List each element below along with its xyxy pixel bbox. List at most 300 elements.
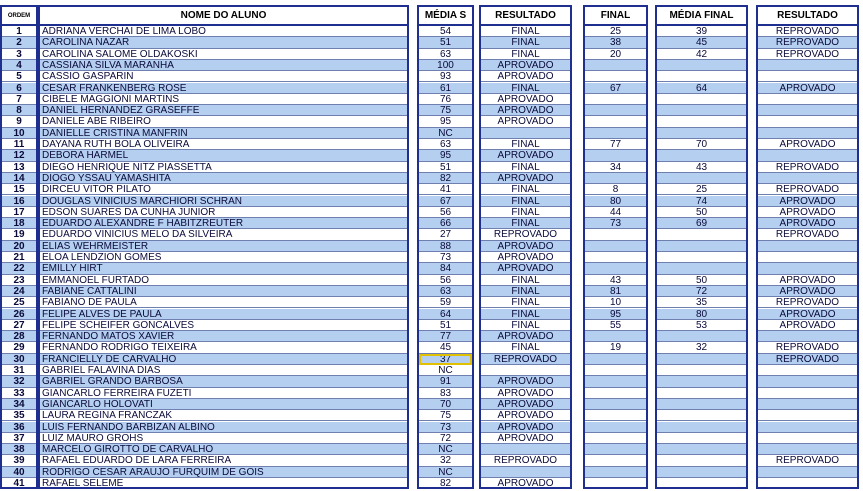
resultado-header[interactable]: RESULTADO [481, 7, 570, 26]
media-final-cell[interactable] [657, 263, 746, 274]
ordem-cell[interactable]: 38 [2, 444, 36, 455]
resultado-cell[interactable]: FINAL [481, 49, 570, 60]
final-cell[interactable]: 73 [585, 218, 646, 229]
media-s-cell[interactable]: 32 [419, 455, 472, 466]
resultado-cell[interactable]: FINAL [481, 196, 570, 207]
nome-cell[interactable]: CASSIO GASPARIN [40, 71, 407, 82]
final-cell[interactable] [585, 478, 646, 489]
resultado-cell[interactable]: APROVADO [481, 388, 570, 399]
resultado-cell[interactable] [481, 467, 570, 478]
media-final-cell[interactable]: 35 [657, 297, 746, 308]
resultado-final-cell[interactable] [758, 376, 857, 387]
nome-cell[interactable]: FABIANO DE PAULA [40, 297, 407, 308]
resultado-cell[interactable] [481, 444, 570, 455]
nome-cell[interactable]: DIEGO HENRIQUE NITZ PIASSETTA [40, 162, 407, 173]
resultado-cell[interactable]: APROVADO [481, 60, 570, 71]
media-s-cell[interactable]: NC [419, 128, 472, 139]
media-s-cell[interactable]: 56 [419, 275, 472, 286]
ordem-cell[interactable]: 16 [2, 196, 36, 207]
resultado-cell[interactable]: FINAL [481, 342, 570, 353]
media-final-column [655, 5, 748, 489]
nome-cell[interactable]: GABRIEL FALAVINA DIAS [40, 365, 407, 376]
resultado-final-cell[interactable] [758, 241, 857, 252]
ordem-cell[interactable]: 17 [2, 207, 36, 218]
resultado-final-cell[interactable] [758, 433, 857, 444]
final-cell[interactable] [585, 388, 646, 399]
final-cell[interactable]: 80 [585, 196, 646, 207]
nome-cell[interactable]: GIANCARLO HOLOVATI [40, 399, 407, 410]
media-final-header[interactable]: MÉDIA FINAL [657, 7, 746, 26]
resultado-final-cell[interactable]: REPROVADO [758, 184, 857, 195]
media-s-cell[interactable]: 73 [419, 422, 472, 433]
resultado-final-cell[interactable]: REPROVADO [758, 37, 857, 48]
final-cell[interactable] [585, 376, 646, 387]
resultado-cell[interactable]: FINAL [481, 297, 570, 308]
ordem-cell[interactable]: 40 [2, 467, 36, 478]
nome-cell[interactable]: LUIS FERNANDO BARBIZAN ALBINO [40, 422, 407, 433]
nome-header[interactable]: NOME DO ALUNO [40, 7, 407, 26]
media-final-cell[interactable] [657, 71, 746, 82]
media-s-column [417, 5, 474, 489]
media-s-cell[interactable]: 64 [419, 309, 472, 320]
nome-cell[interactable]: DIRCEU VITOR PILATO [40, 184, 407, 195]
ordem-cell[interactable]: 35 [2, 410, 36, 421]
resultado-final-cell[interactable] [758, 150, 857, 161]
final-cell[interactable] [585, 331, 646, 342]
resultado-final-cell[interactable]: APROVADO [758, 139, 857, 150]
nome-cell[interactable]: DIOGO YSSAU YAMASHITA [40, 173, 407, 184]
media-final-cell[interactable] [657, 365, 746, 376]
media-final-cell[interactable]: 32 [657, 342, 746, 353]
nome-cell[interactable]: DANIELE ABE RIBEIRO [40, 116, 407, 127]
resultado-final-cell[interactable]: APROVADO [758, 309, 857, 320]
final-cell[interactable] [585, 252, 646, 263]
media-s-cell[interactable]: 83 [419, 388, 472, 399]
final-column [583, 5, 648, 489]
ordem-cell[interactable]: 15 [2, 184, 36, 195]
media-final-cell[interactable]: 70 [657, 139, 746, 150]
ordem-cell[interactable]: 8 [2, 105, 36, 116]
final-cell[interactable] [585, 467, 646, 478]
nome-cell[interactable]: MARCELO GIROTTO DE CARVALHO [40, 444, 407, 455]
ordem-cell[interactable]: 27 [2, 320, 36, 331]
media-final-cell[interactable]: 50 [657, 275, 746, 286]
media-final-cell[interactable]: 53 [657, 320, 746, 331]
resultado-cell[interactable]: FINAL [481, 286, 570, 297]
media-s-cell[interactable]: NC [419, 444, 472, 455]
media-s-cell[interactable]: 84 [419, 263, 472, 274]
nome-cell[interactable]: RAFAEL SELEME [40, 478, 407, 489]
resultado-cell[interactable] [481, 128, 570, 139]
nome-cell[interactable]: FRANCIELLY DE CARVALHO [40, 354, 407, 365]
media-s-cell[interactable]: NC [419, 365, 472, 376]
ordem-cell[interactable]: 1 [2, 26, 36, 37]
media-final-cell[interactable] [657, 388, 746, 399]
final-cell[interactable]: 25 [585, 26, 646, 37]
final-cell[interactable] [585, 399, 646, 410]
media-final-cell[interactable]: 39 [657, 26, 746, 37]
resultado-final-cell[interactable] [758, 263, 857, 274]
final-cell[interactable]: 20 [585, 49, 646, 60]
nome-cell[interactable]: DANIEL HERNANDEZ GRASEFFE [40, 105, 407, 116]
media-final-cell[interactable] [657, 331, 746, 342]
media-s-cell[interactable]: 63 [419, 49, 472, 60]
media-s-header[interactable]: MÉDIA S [419, 7, 472, 26]
ordem-cell[interactable]: 12 [2, 150, 36, 161]
media-s-cell[interactable]: NC [419, 467, 472, 478]
nome-cell[interactable]: EDUARDO VINICIUS MELO DA SILVEIRA [40, 229, 407, 240]
ordem-cell[interactable]: 7 [2, 94, 36, 105]
resultado-final-cell[interactable] [758, 422, 857, 433]
nome-cell[interactable]: EDUARDO ALEXANDRE F HABITZREUTER [40, 218, 407, 229]
media-final-cell[interactable] [657, 467, 746, 478]
resultado-final-cell[interactable] [758, 60, 857, 71]
media-final-cell[interactable] [657, 252, 746, 263]
media-s-cell[interactable]: 72 [419, 433, 472, 444]
media-s-cell[interactable]: 100 [419, 60, 472, 71]
resultado-cell[interactable]: FINAL [481, 184, 570, 195]
nome-cell[interactable]: GIANCARLO FERREIRA FUZETI [40, 388, 407, 399]
final-cell[interactable]: 77 [585, 139, 646, 150]
media-s-cell[interactable]: 93 [419, 71, 472, 82]
resultado-final-cell[interactable] [758, 410, 857, 421]
media-s-cell[interactable]: 73 [419, 252, 472, 263]
nome-cell[interactable]: ELIAS WEHRMEISTER [40, 241, 407, 252]
ordem-cell[interactable]: 29 [2, 342, 36, 353]
resultado-final-cell[interactable] [758, 399, 857, 410]
media-final-cell[interactable] [657, 455, 746, 466]
resultado-cell[interactable]: FINAL [481, 309, 570, 320]
resultado-cell[interactable]: APROVADO [481, 376, 570, 387]
final-cell[interactable] [585, 105, 646, 116]
ordem-cell[interactable]: 23 [2, 275, 36, 286]
final-cell[interactable] [585, 128, 646, 139]
resultado-cell[interactable]: APROVADO [481, 399, 570, 410]
ordem-cell[interactable]: 37 [2, 433, 36, 444]
media-final-cell[interactable] [657, 94, 746, 105]
media-final-cell[interactable]: 43 [657, 162, 746, 173]
media-s-cell[interactable]: 75 [419, 410, 472, 421]
media-final-cell[interactable] [657, 354, 746, 365]
ordem-cell[interactable]: 30 [2, 354, 36, 365]
final-cell[interactable]: 44 [585, 207, 646, 218]
final-cell[interactable] [585, 71, 646, 82]
ordem-cell[interactable]: 36 [2, 422, 36, 433]
nome-cell[interactable]: LAURA REGINA FRANCZAK [40, 410, 407, 421]
resultado-final-cell[interactable] [758, 105, 857, 116]
media-final-cell[interactable] [657, 241, 746, 252]
ordem-cell[interactable]: 20 [2, 241, 36, 252]
nome-cell[interactable]: DANIELLE CRISTINA MANFRIN [40, 128, 407, 139]
nome-cell[interactable]: RODRIGO CESAR ARAUJO FURQUIM DE GOIS [40, 467, 407, 478]
final-cell[interactable]: 43 [585, 275, 646, 286]
ordem-cell[interactable]: 5 [2, 71, 36, 82]
media-final-cell[interactable] [657, 128, 746, 139]
resultado-final-cell[interactable]: REPROVADO [758, 297, 857, 308]
resultado-cell[interactable]: APROVADO [481, 94, 570, 105]
media-s-cell[interactable]: 59 [419, 297, 472, 308]
media-final-cell[interactable]: 42 [657, 49, 746, 60]
media-s-cell[interactable]: 95 [419, 116, 472, 127]
media-final-cell[interactable]: 50 [657, 207, 746, 218]
final-cell[interactable]: 55 [585, 320, 646, 331]
resultado-cell[interactable]: FINAL [481, 218, 570, 229]
nome-cell[interactable]: DOUGLAS VINICIUS MARCHIORI SCHRAN [40, 196, 407, 207]
resultado-final-cell[interactable]: REPROVADO [758, 26, 857, 37]
resultado-final-cell[interactable] [758, 173, 857, 184]
resultado-final-cell[interactable] [758, 365, 857, 376]
resultado-cell[interactable]: FINAL [481, 162, 570, 173]
media-final-cell[interactable]: 80 [657, 309, 746, 320]
nome-cell[interactable]: LUIZ MAURO GROHS [40, 433, 407, 444]
resultado-final-cell[interactable]: APROVADO [758, 320, 857, 331]
final-cell[interactable]: 8 [585, 184, 646, 195]
final-cell[interactable] [585, 94, 646, 105]
resultado-cell[interactable]: APROVADO [481, 331, 570, 342]
media-s-cell[interactable]: 37 [419, 354, 472, 365]
resultado-final-cell[interactable]: REPROVADO [758, 229, 857, 240]
media-final-cell[interactable] [657, 173, 746, 184]
nome-cell[interactable]: EMMANOEL FURTADO [40, 275, 407, 286]
media-s-cell[interactable]: 66 [419, 218, 472, 229]
ordem-cell[interactable]: 31 [2, 365, 36, 376]
resultado-cell[interactable]: REPROVADO [481, 229, 570, 240]
resultado-cell[interactable]: REPROVADO [481, 455, 570, 466]
resultado-final-cell[interactable] [758, 331, 857, 342]
final-cell[interactable]: 67 [585, 83, 646, 94]
media-s-cell[interactable]: 82 [419, 173, 472, 184]
final-cell[interactable] [585, 116, 646, 127]
nome-cell[interactable]: FERNANDO RODRIGO TEIXEIRA [40, 342, 407, 353]
resultado-cell[interactable]: APROVADO [481, 150, 570, 161]
resultado-final-cell[interactable]: REPROVADO [758, 342, 857, 353]
ordem-cell[interactable]: 4 [2, 60, 36, 71]
final-cell[interactable]: 95 [585, 309, 646, 320]
nome-cell[interactable]: FELIPE ALVES DE PAULA [40, 309, 407, 320]
resultado-cell[interactable]: FINAL [481, 26, 570, 37]
final-cell[interactable] [585, 241, 646, 252]
ordem-cell[interactable]: 32 [2, 376, 36, 387]
resultado-final-cell[interactable]: APROVADO [758, 83, 857, 94]
resultado-cell[interactable]: APROVADO [481, 422, 570, 433]
final-cell[interactable]: 19 [585, 342, 646, 353]
ordem-cell[interactable]: 14 [2, 173, 36, 184]
ordem-cell[interactable]: 34 [2, 399, 36, 410]
media-s-cell[interactable]: 27 [419, 229, 472, 240]
final-cell[interactable] [585, 229, 646, 240]
nome-cell[interactable]: ELOA LENDZION GOMES [40, 252, 407, 263]
media-final-cell[interactable]: 74 [657, 196, 746, 207]
nome-cell[interactable]: DAYANA RUTH BOLA OLIVEIRA [40, 139, 407, 150]
resultado-cell[interactable]: APROVADO [481, 410, 570, 421]
ordem-cell[interactable]: 21 [2, 252, 36, 263]
nome-cell[interactable]: GABRIEL GRANDO BARBOSA [40, 376, 407, 387]
media-s-cell[interactable]: 63 [419, 286, 472, 297]
nome-cell[interactable]: CAROLINA SALOME OLDAKOSKI [40, 49, 407, 60]
resultado-final-cell[interactable] [758, 444, 857, 455]
resultado-final-cell[interactable] [758, 116, 857, 127]
final-cell[interactable] [585, 150, 646, 161]
nome-cell[interactable]: FERNANDO MATOS XAVIER [40, 331, 407, 342]
final-cell[interactable] [585, 60, 646, 71]
ordem-cell[interactable]: 41 [2, 478, 36, 489]
media-s-cell[interactable]: 95 [419, 150, 472, 161]
resultado-cell[interactable]: REPROVADO [481, 354, 570, 365]
media-s-cell[interactable]: 45 [419, 342, 472, 353]
final-cell[interactable] [585, 444, 646, 455]
media-final-cell[interactable]: 72 [657, 286, 746, 297]
nome-cell[interactable]: CASSIANA SILVA MARANHA [40, 60, 407, 71]
ordem-cell[interactable]: 28 [2, 331, 36, 342]
media-s-cell[interactable]: 76 [419, 94, 472, 105]
media-s-cell[interactable]: 51 [419, 37, 472, 48]
resultado-final-cell[interactable] [758, 71, 857, 82]
final-cell[interactable] [585, 263, 646, 274]
resultado-final-cell[interactable] [758, 252, 857, 263]
media-final-cell[interactable] [657, 105, 746, 116]
media-s-cell[interactable]: 91 [419, 376, 472, 387]
ordem-cell[interactable]: 18 [2, 218, 36, 229]
resultado-final-cell[interactable]: REPROVADO [758, 162, 857, 173]
resultado-final-cell[interactable]: REPROVADO [758, 455, 857, 466]
resultado-final-cell[interactable] [758, 128, 857, 139]
nome-cell[interactable]: CIBELE MAGGIONI MARTINS [40, 94, 407, 105]
media-s-cell[interactable]: 88 [419, 241, 472, 252]
final-cell[interactable]: 38 [585, 37, 646, 48]
resultado-cell[interactable]: APROVADO [481, 478, 570, 489]
nome-cell[interactable]: CESAR FRANKENBERG ROSE [40, 83, 407, 94]
resultado-cell[interactable]: FINAL [481, 275, 570, 286]
resultado-cell[interactable]: FINAL [481, 37, 570, 48]
media-s-cell[interactable]: 77 [419, 331, 472, 342]
resultado-cell[interactable]: FINAL [481, 139, 570, 150]
ordem-cell[interactable]: 25 [2, 297, 36, 308]
ordem-cell[interactable]: 24 [2, 286, 36, 297]
resultado-final-cell[interactable]: APROVADO [758, 196, 857, 207]
ordem-cell[interactable]: 22 [2, 263, 36, 274]
nome-cell[interactable]: EMILLY HIRT [40, 263, 407, 274]
final-header[interactable]: FINAL [585, 7, 646, 26]
ordem-cell[interactable]: 39 [2, 455, 36, 466]
nome-cell[interactable]: ADRIANA VERCHAI DE LIMA LOBO [40, 26, 407, 37]
resultado-cell[interactable]: APROVADO [481, 241, 570, 252]
resultado-final-cell[interactable]: REPROVADO [758, 354, 857, 365]
resultado-cell[interactable]: APROVADO [481, 252, 570, 263]
resultado-cell[interactable]: FINAL [481, 83, 570, 94]
resultado-cell[interactable]: FINAL [481, 320, 570, 331]
nome-cell[interactable]: FABIANE CATTALINI [40, 286, 407, 297]
final-cell[interactable] [585, 410, 646, 421]
ordem-cell[interactable]: 9 [2, 116, 36, 127]
resultado-cell[interactable]: FINAL [481, 207, 570, 218]
ordem-cell[interactable]: 11 [2, 139, 36, 150]
resultado-final-cell[interactable]: APROVADO [758, 275, 857, 286]
media-final-cell[interactable]: 69 [657, 218, 746, 229]
media-s-cell[interactable]: 67 [419, 196, 472, 207]
ordem-cell[interactable]: 6 [2, 83, 36, 94]
ordem-cell[interactable]: 26 [2, 309, 36, 320]
media-final-cell[interactable] [657, 410, 746, 421]
ordem-cell[interactable]: 10 [2, 128, 36, 139]
media-final-cell[interactable]: 25 [657, 184, 746, 195]
media-final-cell[interactable] [657, 116, 746, 127]
media-final-cell[interactable] [657, 376, 746, 387]
nome-cell[interactable]: RAFAEL EDUARDO DE LARA FERREIRA [40, 455, 407, 466]
ordem-cell[interactable]: 13 [2, 162, 36, 173]
media-s-cell[interactable]: 41 [419, 184, 472, 195]
ordem-column [0, 5, 38, 489]
media-final-cell[interactable] [657, 422, 746, 433]
resultado-cell[interactable] [481, 365, 570, 376]
media-final-cell[interactable]: 64 [657, 83, 746, 94]
resultado-final-cell[interactable] [758, 94, 857, 105]
media-s-cell[interactable]: 82 [419, 478, 472, 489]
final-cell[interactable] [585, 433, 646, 444]
final-cell[interactable] [585, 365, 646, 376]
final-cell[interactable] [585, 354, 646, 365]
ordem-cell[interactable]: 33 [2, 388, 36, 399]
media-s-cell[interactable]: 51 [419, 320, 472, 331]
final-cell[interactable]: 34 [585, 162, 646, 173]
resultado-final-cell[interactable] [758, 388, 857, 399]
ordem-cell[interactable]: 3 [2, 49, 36, 60]
resultado-cell[interactable]: APROVADO [481, 116, 570, 127]
final-cell[interactable] [585, 173, 646, 184]
resultado-final-column [756, 5, 859, 489]
ordem-cell[interactable]: 2 [2, 37, 36, 48]
media-final-cell[interactable] [657, 229, 746, 240]
final-cell[interactable] [585, 422, 646, 433]
nome-cell[interactable]: EDSON SUARES DA CUNHA JUNIOR [40, 207, 407, 218]
media-final-cell[interactable] [657, 150, 746, 161]
ordem-header[interactable]: ORDEM [2, 7, 36, 26]
resultado-cell[interactable]: APROVADO [481, 105, 570, 116]
media-s-cell[interactable]: 70 [419, 399, 472, 410]
resultado-cell[interactable]: APROVADO [481, 71, 570, 82]
ordem-cell[interactable]: 19 [2, 229, 36, 240]
final-cell[interactable]: 81 [585, 286, 646, 297]
nome-cell[interactable]: FELIPE SCHEIFER GONCALVES [40, 320, 407, 331]
resultado-final-header[interactable]: RESULTADO [758, 7, 857, 26]
nome-cell[interactable]: DEBORA HARMEL [40, 150, 407, 161]
media-s-cell[interactable]: 51 [419, 162, 472, 173]
resultado-final-cell[interactable]: REPROVADO [758, 49, 857, 60]
media-s-cell[interactable]: 54 [419, 26, 472, 37]
media-final-cell[interactable] [657, 444, 746, 455]
media-final-cell[interactable] [657, 433, 746, 444]
resultado-cell[interactable]: APROVADO [481, 263, 570, 274]
resultado-cell[interactable]: APROVADO [481, 433, 570, 444]
media-s-cell[interactable]: 61 [419, 83, 472, 94]
resultado-final-cell[interactable]: APROVADO [758, 286, 857, 297]
resultado-column [479, 5, 572, 489]
resultado-final-cell[interactable] [758, 478, 857, 489]
media-s-cell[interactable]: 63 [419, 139, 472, 150]
media-s-cell[interactable]: 56 [419, 207, 472, 218]
media-final-cell[interactable] [657, 60, 746, 71]
media-s-cell[interactable]: 75 [419, 105, 472, 116]
media-final-cell[interactable] [657, 399, 746, 410]
nome-cell[interactable]: CAROLINA NAZAR [40, 37, 407, 48]
final-cell[interactable]: 10 [585, 297, 646, 308]
media-final-cell[interactable]: 45 [657, 37, 746, 48]
media-final-cell[interactable] [657, 478, 746, 489]
final-cell[interactable] [585, 455, 646, 466]
resultado-final-cell[interactable] [758, 467, 857, 478]
resultado-final-cell[interactable]: APROVADO [758, 218, 857, 229]
resultado-cell[interactable]: APROVADO [481, 173, 570, 184]
resultado-final-cell[interactable]: APROVADO [758, 207, 857, 218]
